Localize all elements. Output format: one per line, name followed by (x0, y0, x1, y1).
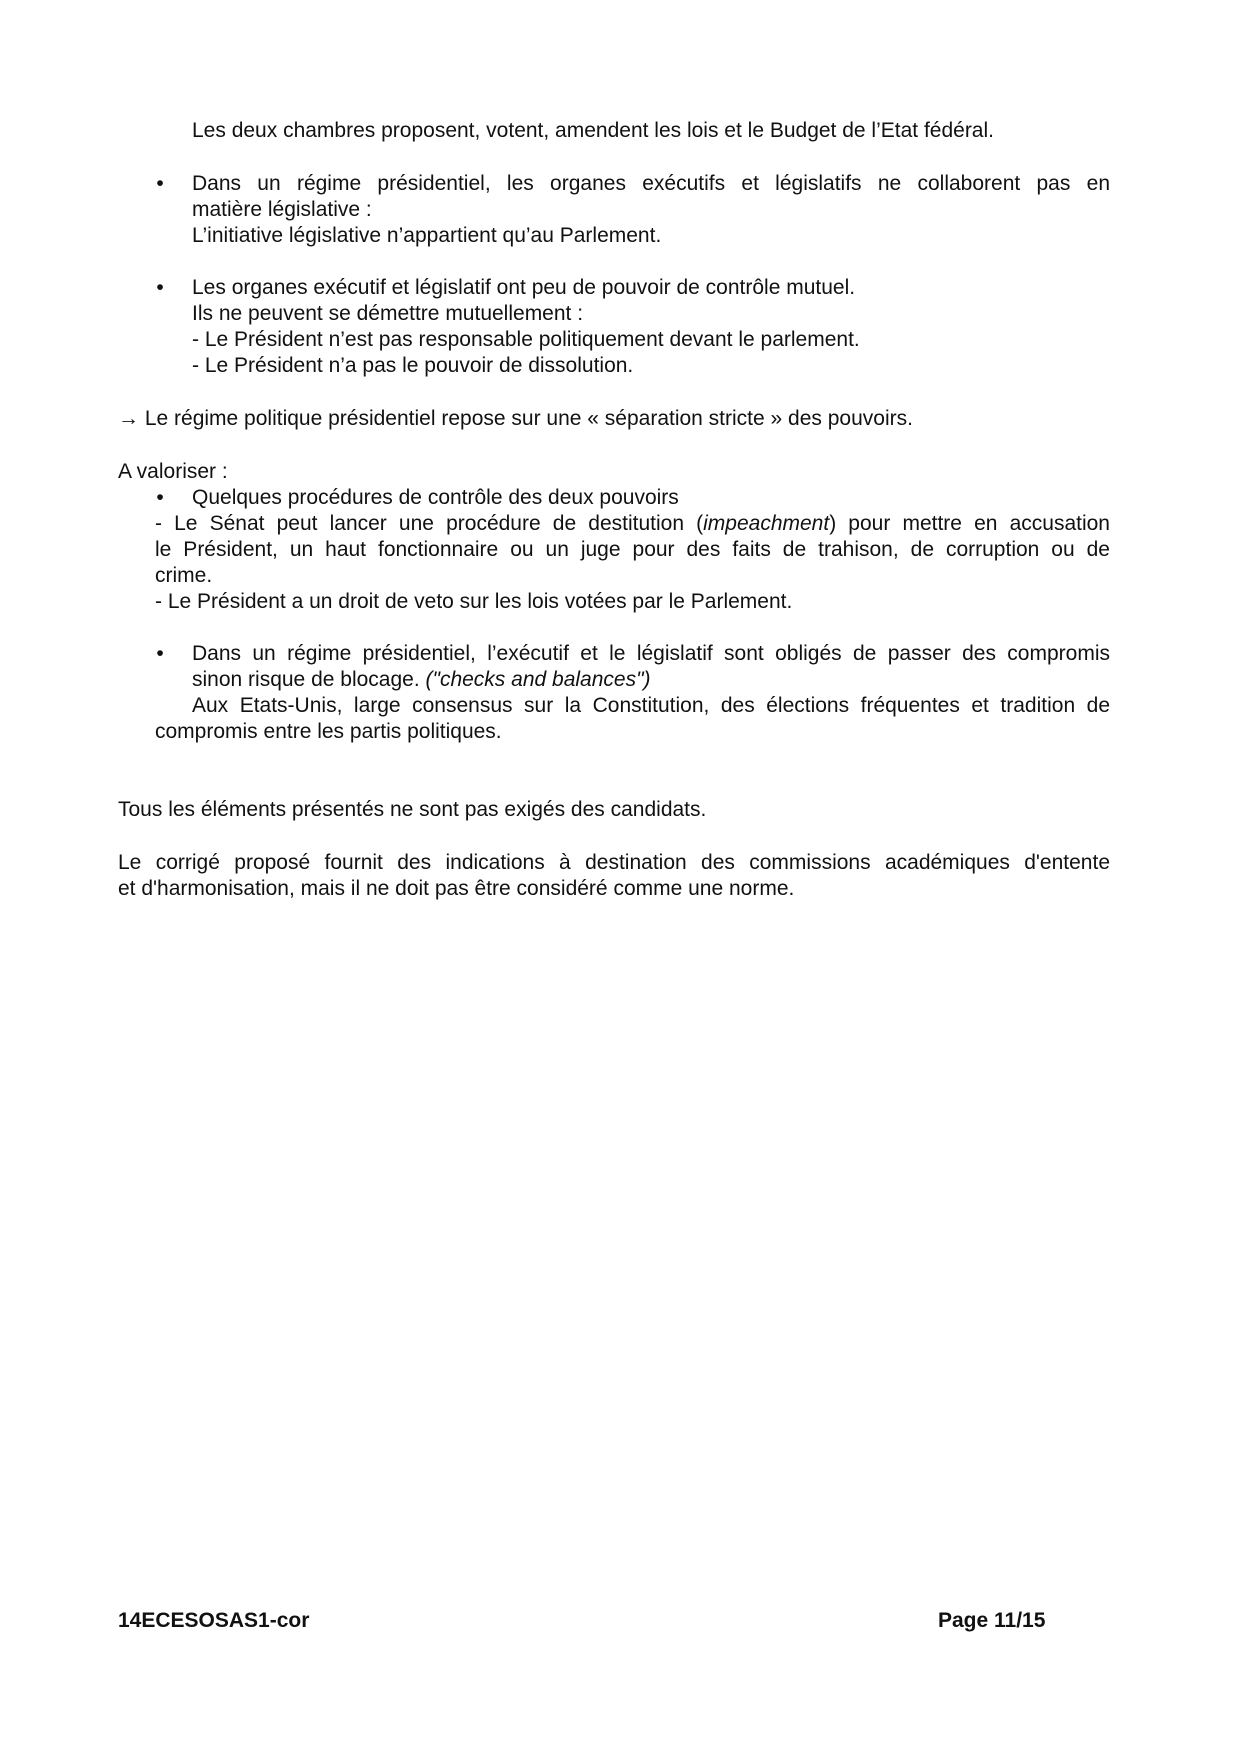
bullet-2-line-4: - Le Président n’a pas le pouvoir de dissolution. (192, 354, 634, 377)
bullet-1: • (156, 172, 164, 195)
footer-page-number: Page 11/15 (938, 1609, 1046, 1632)
note-candidats: Tous les éléments présentés ne sont pas exigés des candidats. (118, 798, 707, 821)
bullet-2-line-2: Ils ne peuvent se démettre mutuellement : (192, 302, 584, 325)
impeachment-text-b: ) pour mettre en accusation (829, 512, 1110, 535)
valoriser-line-impeachment (155, 511, 1110, 537)
checks-balances-italic: ("checks and balances") (425, 668, 651, 691)
valoriser-line-2: le Président, un haut fonctionnaire ou un juge pour des faits de trahison, de corruption ou de (155, 538, 1110, 561)
bullet-1-line-2: matière législative : (192, 198, 372, 221)
bullet-2-line-1: Les organes exécutif et législatif ont peu de pouvoir de contrôle mutuel. (192, 276, 856, 299)
bullet-1-line-1: Dans un régime présidentiel, les organes exécutifs et législatifs ne collaborent pas en (192, 172, 1110, 195)
blocage-text: sinon risque de blocage. (192, 668, 426, 691)
valoriser-bullet-2-line-4: compromis entre les partis politiques. (155, 720, 502, 743)
valoriser-line-3: crime. (155, 564, 213, 587)
paragraph-chambres: Les deux chambres proposent, votent, amendent les lois et le Budget de l’Etat fédéral. (192, 119, 994, 142)
valoriser-bullet-2-line-2 (192, 667, 651, 693)
valoriser-bullet-2-line-3: Aux Etats-Unis, large consensus sur la Constitution, des élections fréquentes et tradition de (192, 694, 1110, 717)
valoriser-bullet-2: • (156, 642, 164, 665)
bullet-1-line-3: L’initiative législative n’appartient qu’au Parlement. (192, 224, 662, 247)
impeachment-text-a: - Le Sénat peut lancer une procédure de destitution ( (155, 512, 704, 535)
valoriser-bullet-1-title: Quelques procédures de contrôle des deux pouvoirs (192, 486, 679, 509)
conclusion: → Le régime politique présidentiel repose sur une « séparation stricte » des pouvoirs. (118, 407, 913, 430)
valoriser-bullet-1: • (156, 486, 164, 509)
footer-document-code: 14ECESOSAS1-cor (118, 1609, 310, 1632)
valoriser-title: A valoriser : (118, 460, 228, 483)
valoriser-bullet-2-line-1: Dans un régime présidentiel, l’exécutif et le législatif sont obligés de passer des compromis (192, 642, 1110, 665)
impeachment-italic: impeachment (703, 512, 830, 535)
note-corrige-line-1: Le corrigé proposé fournit des indications à destination des commissions académiques d'entente (118, 851, 1110, 874)
note-corrige-line-2: et d'harmonisation, mais il ne doit pas être considéré comme une norme. (118, 877, 795, 900)
valoriser-line-4: - Le Président a un droit de veto sur les lois votées par le Parlement. (155, 590, 793, 613)
bullet-2-line-3: - Le Président n’est pas responsable politiquement devant le parlement. (192, 328, 860, 351)
bullet-2: • (156, 276, 164, 299)
